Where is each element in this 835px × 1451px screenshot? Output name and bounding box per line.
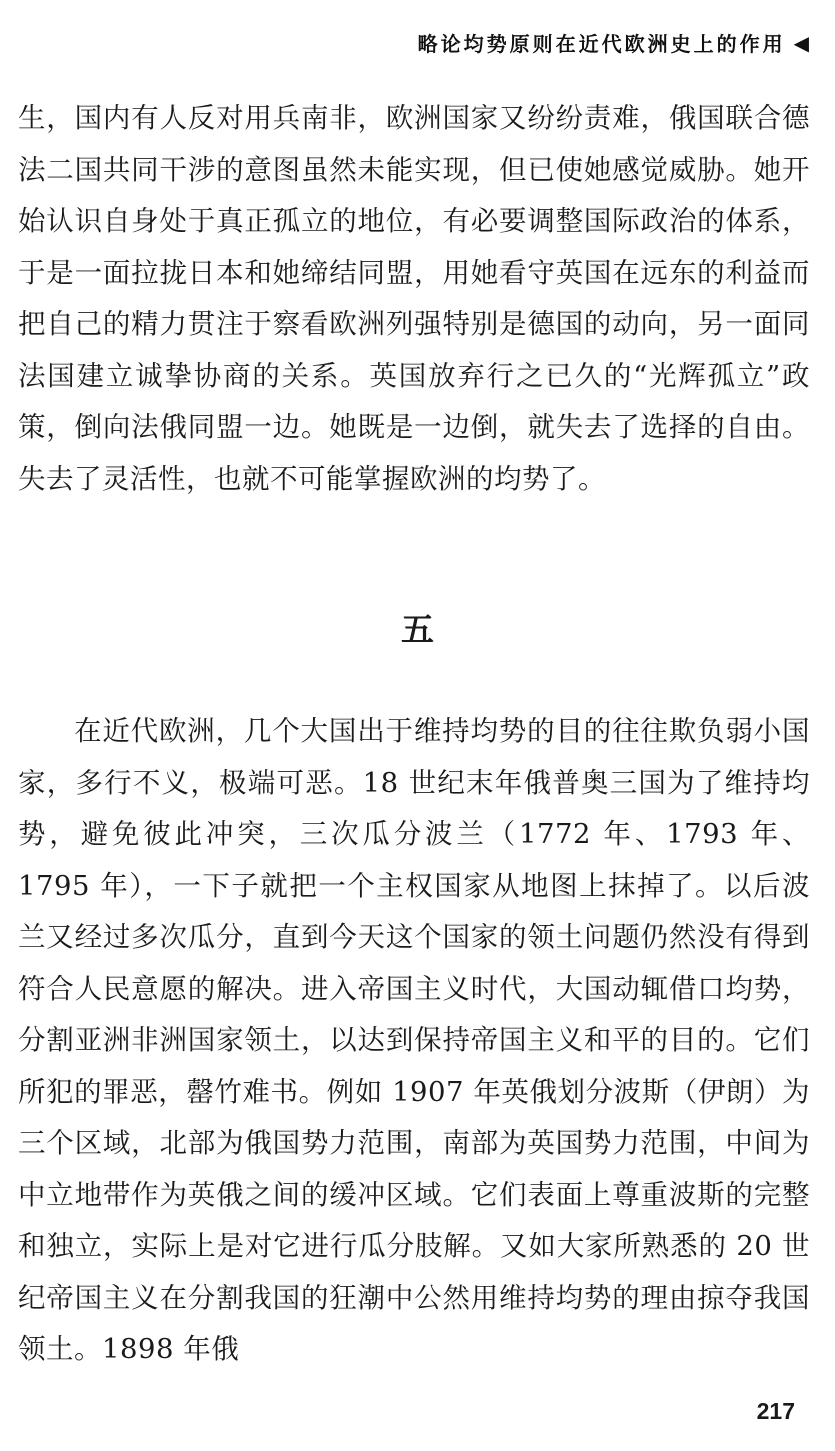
triangle-left-icon: ◀: [793, 30, 809, 55]
running-header: [418, 28, 809, 57]
running-title: 略论均势原则在近代欧洲史上的作用: [417, 32, 786, 56]
section-heading: 五: [401, 610, 434, 649]
page-number: 217: [756, 1398, 795, 1424]
paragraph: 在近代欧洲，几个大国出于维持均势的目的往往欺负弱小国家，多行不义，极端可恶。18 世纪末年俄普奥三国为了维持均势，避免彼此冲突，三次瓜分波兰（1772 年、1793 年、1795 年），一下子就把一个主权国家从地图上抹掉了。以后波兰又经过多次瓜分，直到今天这个国家的领土问题仍然没有得到符合人民意愿的解决。进入帝国主义时代，大国动辄借口均势，分割亚洲非洲国家领土，以达到保持帝国主义和平的目的。它们所犯的罪恶，罄竹难书。例如 1907 年英俄划分波斯（伊朗）为三个区域，北部为俄国势力范围，南部为英国势力范围，中间为中立地带作为英俄之间的缓冲区域。它们表面上尊重波斯的完整和独立，实际上是对它进行瓜分肢解。又如大家所熟悉的 20 世纪帝国主义在分割我国的狂潮中公然用维持均势的理由掠夺我国领土。1898 年俄: [18, 715, 810, 1365]
paragraph: 生，国内有人反对用兵南非，欧洲国家又纷纷责难，俄国联合德法二国共同干涉的意图虽然未能实现，但已使她感觉威胁。她开始认识自身处于真正孤立的地位，有必要调整国际政治的体系，于是一面拉拢日本和她缔结同盟，用她看守英国在远东的利益而把自己的精力贯注于察看欧洲列强特别是德国的动向，另一面同法国建立诚挚协商的关系。英国放弃行之已久的“光辉孤立”政策，倒向法俄同盟一边。她既是一边倒，就失去了选择的自由。失去了灵活性，也就不可能掌握欧洲的均势了。: [18, 102, 810, 495]
